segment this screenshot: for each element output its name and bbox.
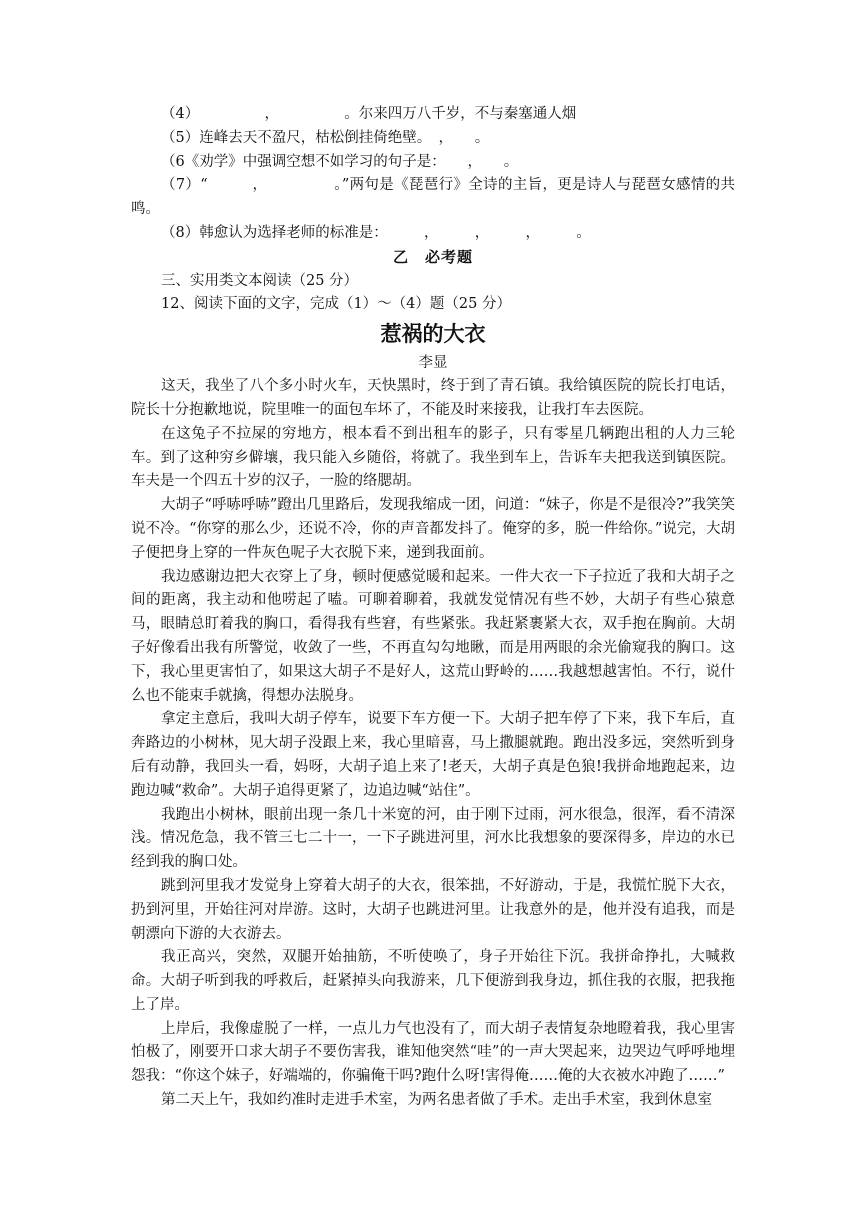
section-three-label: 三、实用类文本阅读（25 分）: [161, 272, 359, 289]
article-title: 惹祸的大衣: [380, 322, 486, 347]
fill-blank-line-4: （4） ， 。尔来四万八千岁，不与秦塞通人烟: [161, 106, 577, 122]
question-12-prompt: 12、阅读下面的文字，完成（1）～（4）题（25 分）: [161, 296, 511, 313]
article-paragraph: 大胡子“呼哧呼哧”蹬出几里路后，发现我缩成一团，问道：“妹子，你是不是很冷?”我笑笑说不冷。“你穿的那么少，还说不冷，你的声音都发抖了。俺穿的多，脱一件给你。”说完，大胡子便把身上穿的一件灰色呢子大衣脱下来，递到我面前。: [131, 497, 735, 561]
article-paragraph: 上岸后，我像虚脱了一样，一点儿力气也没有了，而大胡子表情复杂地瞪着我，我心里害怕极了，刚要开口求大胡子不要伤害我，谁知他突然“哇”的一声大哭起来，边哭边气呼呼地埋怨我：“你这个妹子，好端端的，你骗俺干吗?跑什么呀!害得俺……俺的大衣被水冲跑了……”: [131, 1020, 735, 1085]
document-page: [131, 103, 735, 1113]
article-paragraph: 我正高兴，突然，双腿开始抽筋，不听使唤了，身子开始往下沉。我拼命挣扎，大喊救命。大胡子听到我的呼救后，赶紧掉头向我游来，几下便游到我身边，抓住我的衣服，把我拖上了岸。: [131, 949, 735, 1013]
article-paragraph: 这天，我坐了八个多小时火车，天快黑时，终于到了青石镇。我给镇医院的院长打电话，院长十分抱歉地说，院里唯一的面包车坏了，不能及时来接我，让我打车去医院。: [131, 378, 735, 418]
section-heading: 乙 必考题: [392, 247, 473, 266]
article-paragraph: 我边感谢边把大衣穿上了身，顿时便感觉暖和起来。一件大衣一下子拉近了我和大胡子之间的距离，我主动和他唠起了嗑。可聊着聊着，我就发觉情况有些不妙，大胡子有些心猿意马，眼睛总盯着我的胸口，看得我有些窘，有些紧张。我赶紧裹紧大衣，双手抱在胸前。大胡子好像看出我有所警觉，收敛了一些，不再直勾勾地瞅，而是用两眼的余光偷窥我的胸口。这下，我心里更害怕了，如果这大胡子不是好人，这荒山野岭的……我越想越害怕。不行，说什么也不能束手就擒，得想办法脱身。: [131, 568, 735, 704]
article-paragraph: 跳到河里我才发觉身上穿着大胡子的大衣，很笨拙，不好游动，于是，我慌忙脱下大衣，扔到河里，开始往河对岸游。这时，大胡子也跳进河里。让我意外的是，他并没有追我，而是朝漂向下游的大衣游去。: [131, 877, 735, 942]
fill-blank-line-5: （5）连峰去天不盈尺，枯松倒挂倚绝壁。 ， 。: [161, 129, 490, 146]
fill-blank-line-8: （8）韩愈认为选择老师的标准是： ， ， ， 。: [161, 224, 591, 241]
fill-blank-line-7: （7）“ ， 。”两句是《琵琶行》全诗的主旨，更是诗人与琵琶女感情的共鸣。: [131, 177, 735, 218]
article-paragraph: 我跑出小树林，眼前出现一条几十米宽的河，由于刚下过雨，河水很急，很浑，看不清深浅。情况危急，我不管三七二十一，一下子跳进河里，河水比我想象的要深得多，岸边的水已经到我的胸口处。: [131, 806, 735, 871]
article-paragraph: 拿定主意后，我叫大胡子停车，说要下车方便一下。大胡子把车停了下来，我下车后，直奔路边的小树林，见大胡子没跟上来，我心里暗喜，马上撒腿就跑。跑出没多远，突然听到身后有动静，我回头一看，妈呀，大胡子追上来了!老天，大胡子真是色狼!我拼命地跑起来，边跑边喊“救命”。大胡子追得更紧了，边追边喊“站住”。: [131, 711, 735, 799]
article-author: 李显: [418, 355, 448, 372]
article-paragraph: 在这兔子不拉屎的穷地方，根本看不到出租车的影子，只有零星几辆跑出租的人力三轮车。到了这种穷乡僻壤，我只能入乡随俗，将就了。我坐到车上，告诉车夫把我送到镇医院。车夫是一个四五十岁的汉子，一脸的络腮胡。: [131, 425, 735, 490]
fill-blank-line-6: （6《劝学》中强调空想不如学习的句子是： ， 。: [161, 153, 519, 170]
article-paragraph: 第二天上午，我如约准时走进手术室，为两名患者做了手术。走出手术室，我到休息室: [161, 1092, 712, 1109]
